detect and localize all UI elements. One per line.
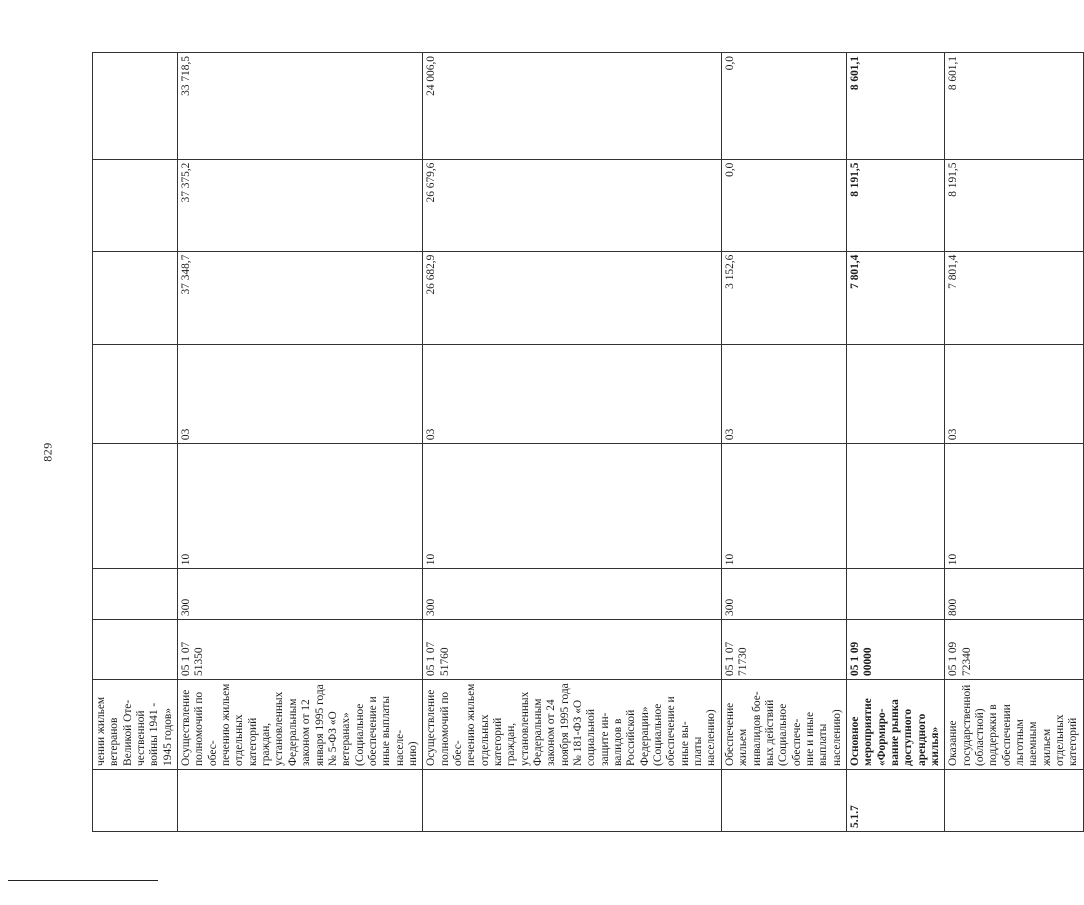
amount-year1-cell: 7 801,4 xyxy=(945,251,1083,344)
table-row xyxy=(846,53,944,832)
rotated-budget-table-page xyxy=(92,52,1080,832)
target-code-cell: 05 1 07 71730 xyxy=(721,619,846,679)
amount-year1-cell: 26 682,9 xyxy=(423,251,722,344)
section-cell xyxy=(846,444,944,569)
amount-year1-cell: 3 152,6 xyxy=(721,251,846,344)
grbs-cell: 300 xyxy=(721,569,846,620)
grbs-cell xyxy=(93,569,178,620)
table-row xyxy=(93,53,178,832)
description-cell: Обеспечение жильем инвалидов бое- вых действий (Социальное обеспече- ние и иные выплаты населению) xyxy=(721,679,846,769)
target-code-cell xyxy=(93,619,178,679)
amount-year1-cell: 7 801,4 xyxy=(846,251,944,344)
table-row xyxy=(423,53,722,832)
row-index xyxy=(423,769,722,831)
amount-year3-cell: 8 601,1 xyxy=(945,53,1083,160)
description-cell: Осуществление полномочий по обес- печению жильем отдельных категорий граждан, установленных Федеральным законом от 12 января 1995 года № 5-ФЗ «О ветеранах» (Социальное обеспечение и иные выплаты населе- нию) xyxy=(178,679,423,769)
target-code-cell: 05 1 09 72340 xyxy=(945,619,1083,679)
description-cell: Осуществление полномочий по обес- печению жильем отдельных категорий граждан, установленных Федеральным законом от 24 ноября 1995 года № 181-ФЗ «О социальной защите ин- валидов в Российской Федерации» (Социальное обеспечение и иные вы- платы населению) xyxy=(423,679,722,769)
subsection-cell: 03 xyxy=(721,344,846,443)
amount-year2-cell xyxy=(93,159,178,251)
grbs-cell: 300 xyxy=(178,569,423,620)
amount-year2-cell: 8 191,5 xyxy=(945,159,1083,251)
amount-year2-cell: 0,0 xyxy=(721,159,846,251)
amount-year3-cell: 8 601,1 xyxy=(846,53,944,160)
target-code-cell: 05 1 09 00000 xyxy=(846,619,944,679)
description-cell: Основное мероприятие «Формиро- вание рынка доступного арендного жилья» xyxy=(846,679,944,769)
grbs-cell: 300 xyxy=(423,569,722,620)
subsection-cell xyxy=(93,344,178,443)
amount-year3-cell: 24 006,0 xyxy=(423,53,722,160)
subsection-cell: 03 xyxy=(178,344,423,443)
amount-year2-cell: 26 679,6 xyxy=(423,159,722,251)
amount-year3-cell: 0,0 xyxy=(721,53,846,160)
amount-year2-cell: 37 375,2 xyxy=(178,159,423,251)
amount-year3-cell xyxy=(93,53,178,160)
amount-year2-cell: 8 191,5 xyxy=(846,159,944,251)
description-cell: Оказание государственной (областной) поддержки в обеспечении льготным наемным жильем отдельных категорий xyxy=(945,679,1083,769)
grbs-cell xyxy=(846,569,944,620)
subsection-cell: 03 xyxy=(945,344,1083,443)
row-index xyxy=(178,769,423,831)
row-index xyxy=(721,769,846,831)
section-cell xyxy=(93,444,178,569)
grbs-cell: 800 xyxy=(945,569,1083,620)
page-number: 829 xyxy=(40,442,55,462)
budget-table xyxy=(92,52,1084,832)
table-row xyxy=(945,53,1083,832)
amount-year1-cell xyxy=(93,251,178,344)
target-code-cell: 05 1 07 51760 xyxy=(423,619,722,679)
section-cell: 10 xyxy=(178,444,423,569)
row-index xyxy=(93,769,178,831)
section-cell: 10 xyxy=(721,444,846,569)
subsection-cell: 03 xyxy=(423,344,722,443)
amount-year1-cell: 37 348,7 xyxy=(178,251,423,344)
section-cell: 10 xyxy=(945,444,1083,569)
footer-rule xyxy=(8,880,158,881)
target-code-cell: 05 1 07 51350 xyxy=(178,619,423,679)
section-cell: 10 xyxy=(423,444,722,569)
table-row xyxy=(721,53,846,832)
amount-year3-cell: 33 718,5 xyxy=(178,53,423,160)
description-cell: чении жильем ветеранов Великой Оте- чественной войны 1941 - 1945 годов» xyxy=(93,679,178,769)
row-index xyxy=(945,769,1083,831)
row-index: 5.1.7 xyxy=(846,769,944,831)
subsection-cell xyxy=(846,344,944,443)
table-row xyxy=(178,53,423,832)
